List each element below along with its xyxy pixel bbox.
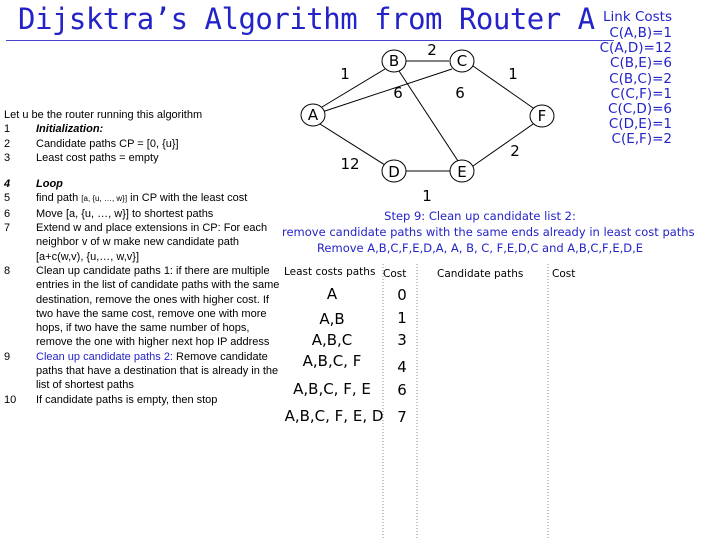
edge-e-f: [473, 122, 536, 166]
node-label-b: B: [388, 52, 400, 70]
link-cost-de: C(D,E)=1: [608, 116, 672, 133]
table-row-cost: 1: [397, 309, 407, 327]
step-description: [282, 208, 695, 256]
link-cost-be: C(B,E)=6: [610, 55, 672, 72]
link-cost-cd: C(C,D)=6: [608, 101, 672, 118]
table-row-path: A,B: [319, 310, 345, 328]
link-costs-heading: Link Costs: [603, 9, 672, 25]
algorithm-line-5: 5 find path [a, {u, …, w}] in CP with the least cost: [4, 192, 248, 205]
table-row-path: A,B,C, F, E, D: [284, 407, 384, 425]
edge-c-f: [473, 66, 536, 110]
algorithm-line-7: 7 Extend w and place extensions in CP: For each neighbor v of w make new candidate path [a+c(w,v), {u,…, w,v}]: [4, 222, 268, 263]
algorithm-pseudocode: [4, 108, 280, 407]
edge-cost-b-e: 6: [455, 84, 465, 102]
link-cost-bc: C(B,C)=2: [609, 70, 672, 87]
algorithm-line-2: 2 Candidate paths CP = [0, {u}]: [4, 137, 179, 150]
edge-cost-d-e: 1: [422, 187, 432, 205]
link-cost-ab: C(A,B)=1: [609, 25, 672, 41]
header-candidate-paths: Candidate paths: [437, 268, 524, 280]
edge-cost-b-c: 2: [427, 41, 437, 59]
node-label-c: C: [456, 52, 468, 70]
header-least-cost-paths: Least costs paths: [284, 266, 376, 278]
link-cost-ad: C(A,D)=12: [599, 40, 672, 57]
step-line-1: Step 9: Clean up candidate list 2:: [384, 209, 576, 223]
header-cost: Cost: [383, 268, 407, 280]
step-line-3: Remove A,B,C,F,E,D,A, A, B, C, F,E,D,C and A,B,C,F,E,D,E: [316, 241, 644, 255]
algorithm-line-9: 9 Clean up candidate paths 2: Remove candidate paths that have a destination that is already in the list of shortest paths: [4, 350, 279, 392]
node-label-f: F: [537, 107, 547, 125]
edge-cost-a-c: 6: [393, 84, 403, 102]
link-cost-ef: C(E,F)=2: [611, 131, 672, 148]
table-row-path: A: [326, 285, 338, 303]
algorithm-spacer: [4, 165, 280, 177]
algorithm-line-4: 4 Loop: [4, 178, 63, 191]
edge-cost-a-d: 12: [340, 155, 360, 173]
algorithm-line-3: 3 Least cost paths = empty: [4, 151, 159, 164]
header-candidate-cost: Cost: [552, 268, 576, 280]
step-line-2: remove candidate paths with the same ends already in least cost paths: [282, 225, 695, 239]
table-row-cost: 4: [397, 358, 407, 376]
node-label-a: A: [307, 106, 319, 124]
table-row-path: A,B,C, F, E: [293, 380, 371, 398]
table-row-cost: 0: [397, 286, 407, 304]
node-label-e: E: [457, 163, 467, 181]
algorithm-line-6: 6 Move [a, {u, …, w}] to shortest paths: [4, 207, 214, 220]
node-label-d: D: [388, 163, 400, 181]
edge-cost-a-b: 1: [340, 65, 350, 83]
algorithm-intro: Let u be the router running this algorithm: [4, 109, 203, 121]
table-row-cost: 6: [397, 381, 407, 399]
table-row-path: A,B,C: [311, 331, 353, 349]
edge-cost-e-f: 2: [510, 142, 520, 160]
edge-cost-c-f: 1: [508, 65, 518, 83]
algorithm-line-8: 8 Clean up candidate paths 1: if there are multiple entries in the list of candidate paths with the same destination, remove the ones with higher cost. If two have the same cost, remove one with more hops, if two have the same number of hops, remove the one with higher next hop IP address: [4, 264, 280, 349]
table-row-cost: 7: [397, 408, 407, 426]
table-row-path: A,B,C, F: [302, 352, 362, 370]
algorithm-line-1: 1 Initialization:: [4, 123, 104, 136]
table-row-cost: 3: [397, 331, 407, 349]
page-title: Dijsktra’s Algorithm from Router A: [18, 2, 595, 36]
edge-b-e: [399, 71, 458, 161]
link-cost-cf: C(C,F)=1: [610, 85, 672, 102]
algorithm-line-10: 10 If candidate paths is empty, then stop: [4, 393, 218, 406]
